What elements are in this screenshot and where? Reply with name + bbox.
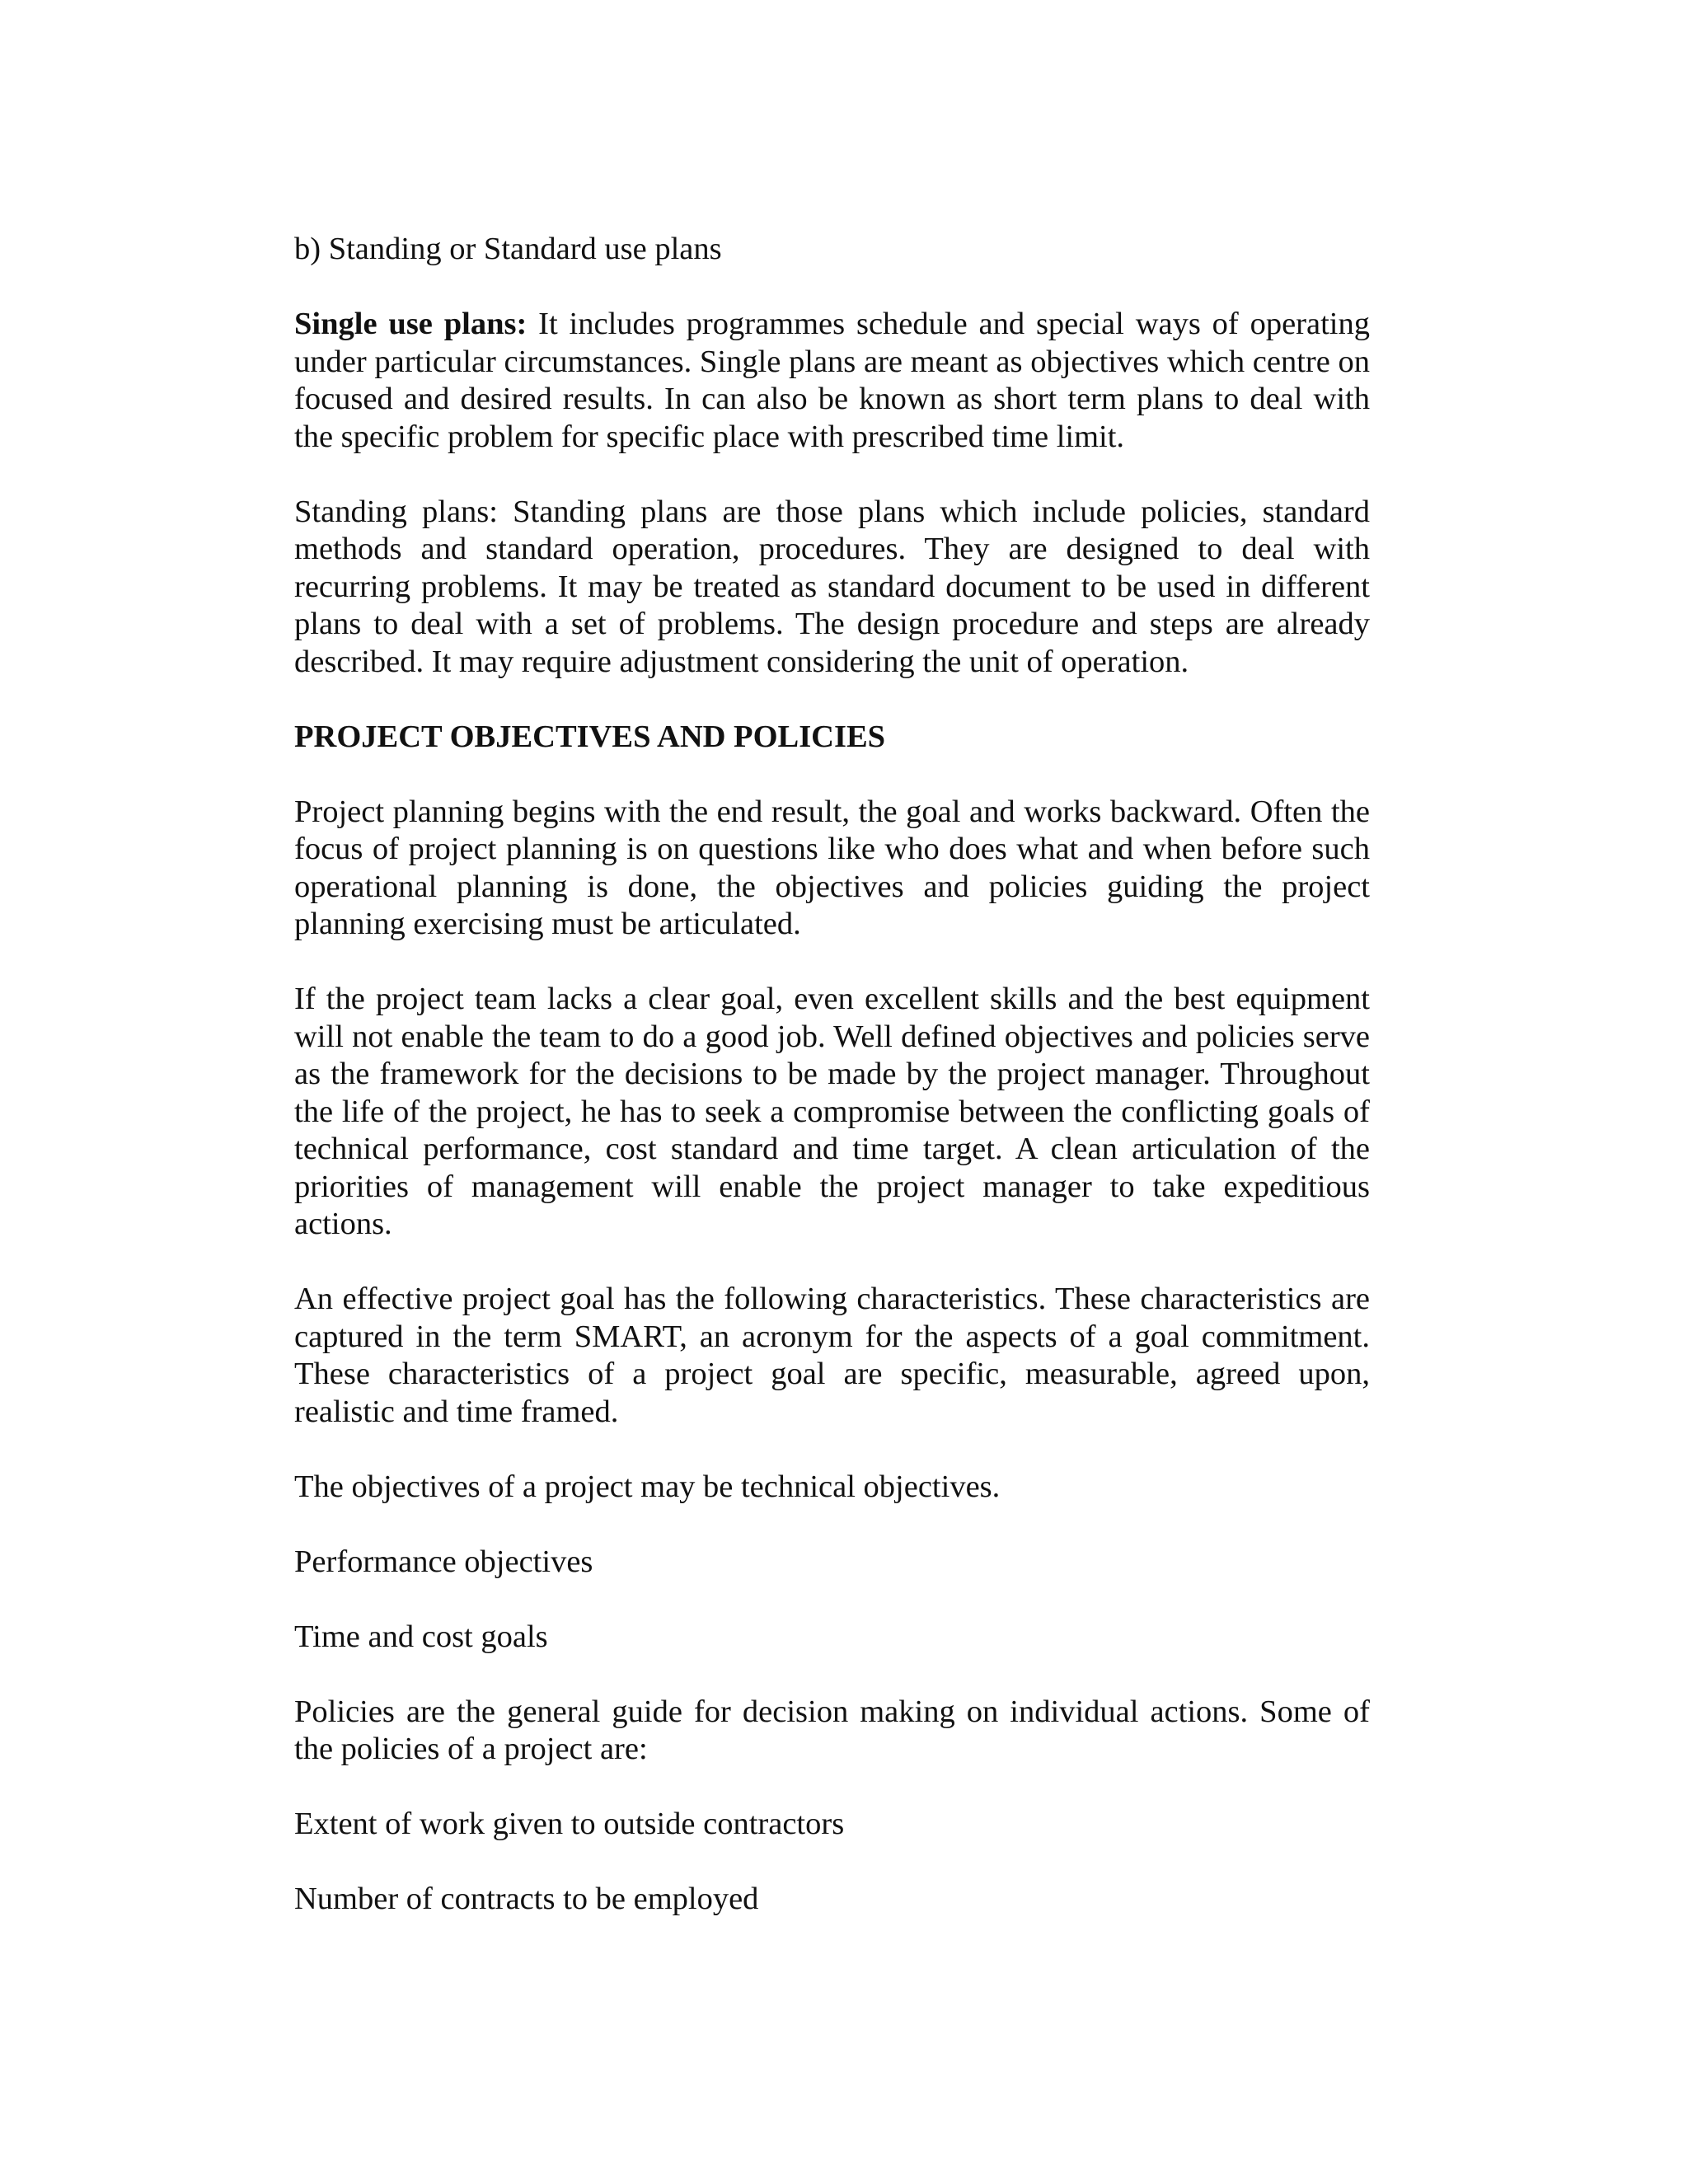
document-page	[294, 231, 1370, 1956]
project-team-paragraph: If the project team lacks a clear goal, even excellent skills and the best equipment will not enable the team to do a good job. Well defined objectives and policies serve as the framework for the decisions to be made by the project manager. Throughout the life of the project, he has to seek a compromise between the conflicting goals of technical performance, cost standard and time target. A clean articulation of the priorities of management will enable the project manager to take expeditious actions.	[294, 982, 1370, 1241]
standing-plans-list-item: b) Standing or Standard use plans	[294, 232, 722, 266]
single-use-plans-label: Single use plans:	[294, 307, 528, 341]
technical-objectives-paragraph: The objectives of a project may be technical objectives.	[294, 1469, 1001, 1504]
performance-objectives-item: Performance objectives	[294, 1544, 593, 1579]
single-use-plans-paragraph	[294, 306, 1370, 456]
outside-contractors-item: Extent of work given to outside contractors	[294, 1807, 845, 1841]
contracts-employed-item: Number of contracts to be employed	[294, 1882, 759, 1916]
single-use-plans-text: It includes programmes schedule and special ways of operating under particular circumstances. Single plans are meant as objectives which centre on focused and desired results. In can also be known as short term plans to deal with the specific problem for specific place with prescribed time limit.	[294, 307, 1370, 454]
time-cost-goals-item: Time and cost goals	[294, 1619, 548, 1654]
project-planning-paragraph: Project planning begins with the end result, the goal and works backward. Often the focus of project planning is on questions like who does what and when before such operational planning is done, the objectives and policies guiding the project planning exercising must be articulated.	[294, 794, 1370, 941]
standing-plans-paragraph: Standing plans: Standing plans are those plans which include policies, standard methods and standard operation, procedures. They are designed to deal with recurring problems. It may be treated as standard document to be used in different plans to deal with a set of problems. The design procedure and steps are already described. It may require adjustment considering the unit of operation.	[294, 494, 1370, 679]
policies-paragraph: Policies are the general guide for decision making on individual actions. Some of the policies of a project are:	[294, 1694, 1370, 1766]
smart-goal-paragraph: An effective project goal has the following characteristics. These characteristics are captured in the term SMART, an acronym for the aspects of a goal commitment. These characteristics of a project goal are specific, measurable, agreed upon, realistic and time framed.	[294, 1282, 1370, 1429]
section-heading: PROJECT OBJECTIVES AND POLICIES	[294, 719, 886, 754]
